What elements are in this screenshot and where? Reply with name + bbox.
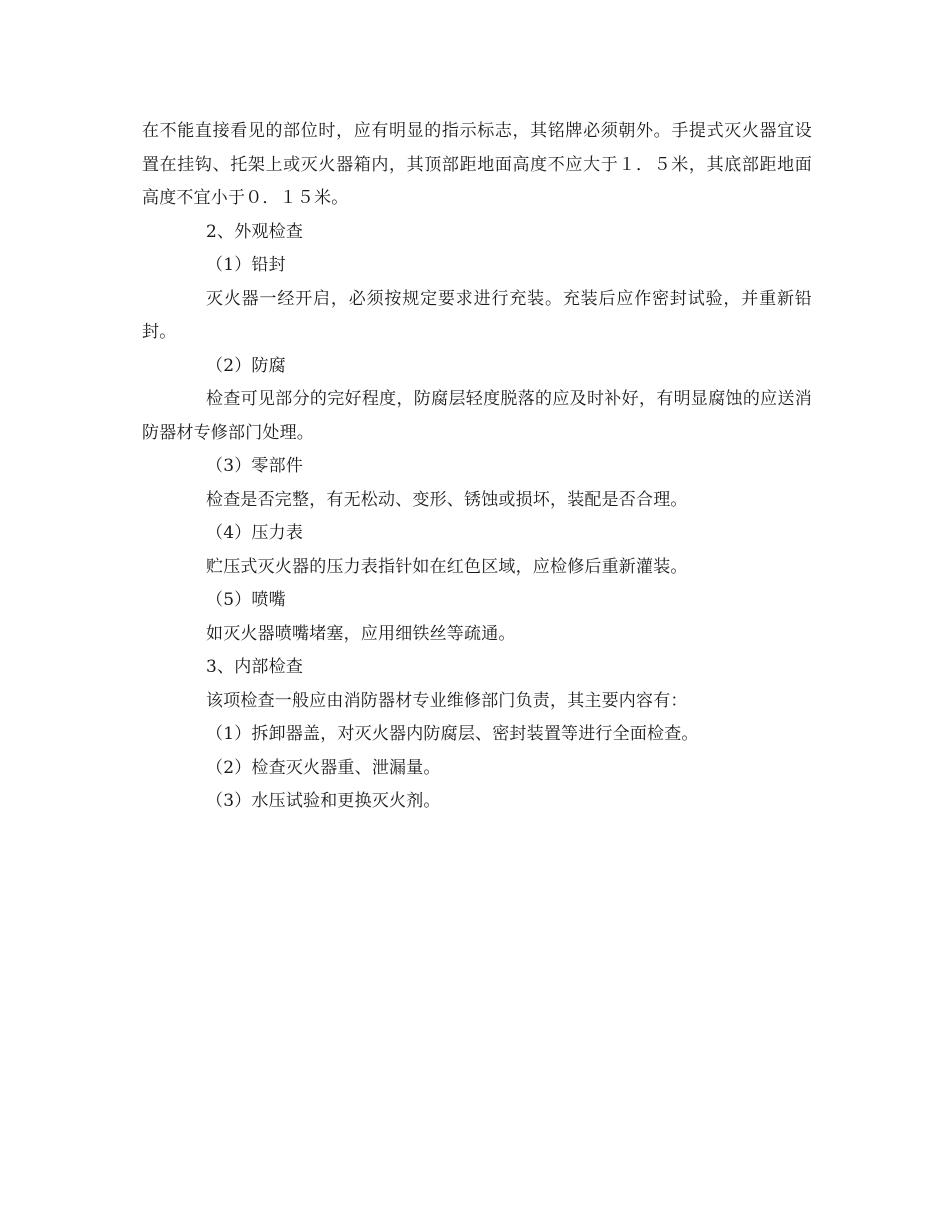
list-item-hydraulic-test: （3）水压试验和更换灭火剂。 <box>206 791 441 811</box>
paragraph-internal-check: 该项检查一般应由消防器材专业维修部门负责，其主要内容有： <box>206 690 688 711</box>
paragraph-nozzle: 如灭火器喷嘴堵塞，应用细铁丝等疏通。 <box>206 623 516 644</box>
subheading-nozzle: （5）喷嘴 <box>206 590 286 610</box>
paragraph-pressure-gauge: 贮压式灭火器的压力表指针如在红色区域，应检修后重新灌装。 <box>206 556 688 577</box>
heading-appearance-check: 2、外观检查 <box>206 221 304 242</box>
paragraph-components: 检查是否完整，有无松动、变形、锈蚀或损坏，装配是否合理。 <box>206 489 688 510</box>
subheading-lead-seal: （1）铅封 <box>206 255 286 275</box>
document-body <box>142 115 812 819</box>
subheading-components: （3）零部件 <box>206 456 304 476</box>
list-item-disassemble: （1）拆卸器盖，对灭火器内防腐层、密封装置等进行全面检查。 <box>206 724 699 744</box>
list-item-weight-leakage: （2）检查灭火器重、泄漏量。 <box>206 757 441 778</box>
paragraph-lead-seal: 灭火器一经开启，必须按规定要求进行充装。充装后应作密封试验，并重新铅封。 <box>142 288 812 342</box>
paragraph-anticorrosion: 检查可见部分的完好程度，防腐层轻度脱落的应及时补好，有明显腐蚀的应送消防器材专修部门处理。 <box>142 389 812 443</box>
subheading-anticorrosion: （2）防腐 <box>206 355 286 376</box>
heading-internal-check: 3、内部检查 <box>206 657 304 677</box>
paragraph-placement-rules: 在不能直接看见的部位时，应有明显的指示标志，其铭牌必须朝外。手提式灭火器宜设置在挂钩、托架上或灭火器箱内，其顶部距地面高度不应大于１．５米，其底部距地面高度不宜小于０．１５米。 <box>142 121 812 208</box>
subheading-pressure-gauge: （4）压力表 <box>206 523 304 543</box>
